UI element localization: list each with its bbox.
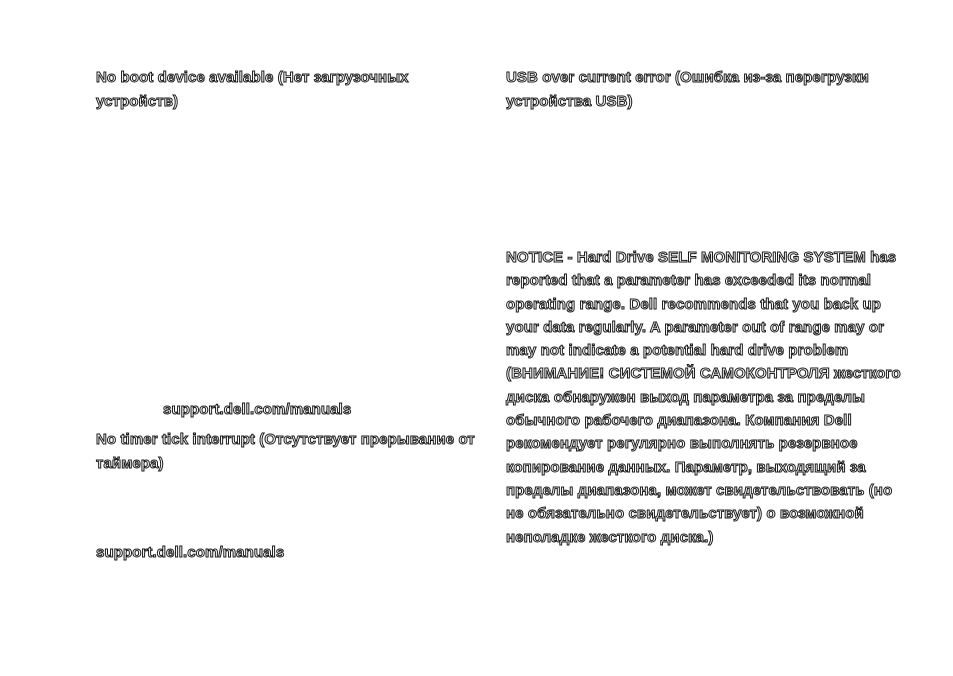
support-link-1[interactable]: support.dell.com/manuals <box>163 401 352 418</box>
boot-device-error-text: No boot device available (Нет загрузочных устройств) <box>96 69 409 110</box>
timer-interrupt-error-text: No timer tick interrupt (Отсутствует прерывание от таймера) <box>96 431 475 472</box>
support-link-2[interactable]: support.dell.com/manuals <box>96 544 285 561</box>
usb-overcurrent-error-text: USB over current error (Ошибка из-за перегрузки устройства USB) <box>506 69 869 110</box>
hard-drive-notice-text: NOTICE - Hard Drive SELF MONITORING SYSTEM has reported that a parameter has exceeded its normal operating range. Dell recommends that you back up your data regularly. A parameter out of range may or may not indicate a potential hard drive problem (ВНИМАНИЕ! СИСТЕМОЙ САМОКОНТРОЛЯ жесткого диска обнаружен выход параметра за пределы обычного рабочего диапазона. Компания Dell рекомендует регулярно выполнять резервное копирование данных. Параметр, выходящий за пределы диапазона, может свидетельствовать (но не обязательно свидетельствует) о возможной неполадке жесткого диска.) <box>506 249 901 546</box>
